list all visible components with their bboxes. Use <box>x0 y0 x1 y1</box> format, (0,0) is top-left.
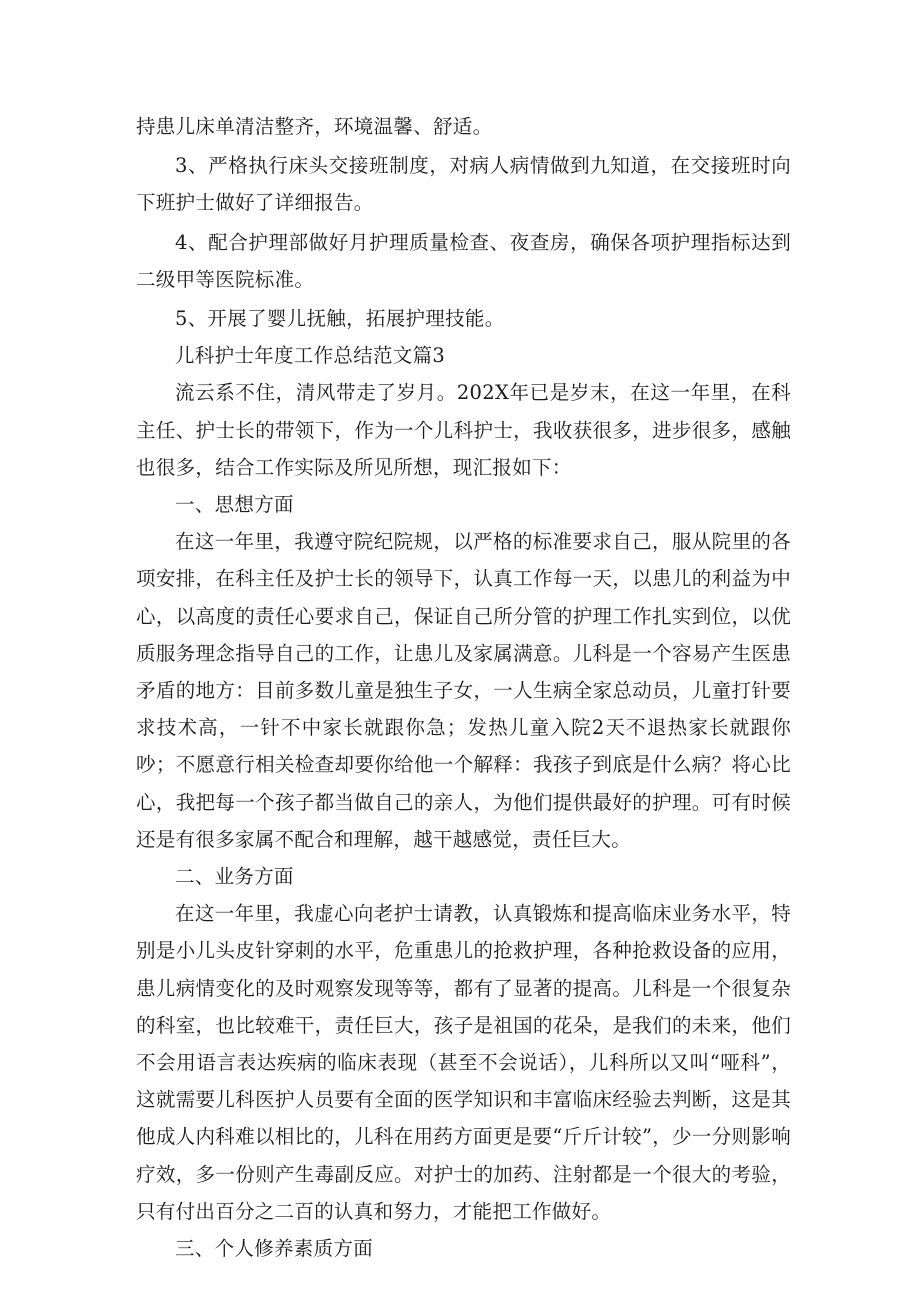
paragraph-continuation: 持患儿床单清洁整齐，环境温馨、舒适。 <box>136 115 493 138</box>
document-page <box>136 108 791 1267</box>
heading-business: 二、业务方面 <box>175 865 294 889</box>
paragraph-item-3: 3、严格执行床头交接班制度，对病人病情做到九知道，在交接班时向下班护士做好了详细报告。 <box>136 154 791 215</box>
paragraph-item-5: 5、开展了婴儿抚触，拓展护理技能。 <box>175 307 505 331</box>
paragraph-item-4: 4、配合护理部做好月护理质量检查、夜查房，确保各项护理指标达到二级甲等医院标准。 <box>136 230 791 291</box>
paragraph-intro: 流云系不住，清风带走了岁月。202X年已是岁末，在这一年里，在科主任、护士长的带领下，作为一个儿科护士，我收获很多，进步很多，感触也很多，结合工作实际及所见所想，现汇报如下： <box>136 381 791 479</box>
paragraph-business: 在这一年里，我虚心向老护士请教，认真锻炼和提高临床业务水平，特别是小儿头皮针穿刺的水平，危重患儿的抢救护理，各种抢救设备的应用，患儿病情变化的及时观察发现等等，都有了显著的提高。儿科是一个很复杂的科室，也比较难干，责任巨大，孩子是祖国的花朵，是我们的未来，他们不会用语言表达疾病的临床表现（甚至不会说话），儿科所以又叫“哑科”，这就需要儿科医护人员要有全面的医学知识和丰富临床经验去判断，这是其他成人内科难以相比的，儿科在用药方面更是要“斤斤计较”，少一分则影响疗效，多一份则产生毒副反应。对护士的加药、注射都是一个很大的考验，只有付出百分之二百的认真和努力，才能把工作做好。 <box>136 902 791 1223</box>
heading-thought: 一、思想方面 <box>175 493 294 517</box>
section-title: 儿科护士年度工作总结范文篇3 <box>175 344 446 368</box>
heading-personal: 三、个人修养素质方面 <box>175 1237 374 1261</box>
paragraph-thought: 在这一年里，我遵守院纪院规，以严格的标准要求自己，服从院里的各项安排，在科主任及护士长的领导下，认真工作每一天，以患儿的利益为中心，以高度的责任心要求自己，保证自己所分管的护理工作扎实到位，以优质服务理念指导自己的工作，让患儿及家属满意。儿科是一个容易产生医患矛盾的地方：目前多数儿童是独生子女，一人生病全家总动员，儿童打针要求技术高，一针不中家长就跟你急；发热儿童入院2天不退热家长就跟你吵；不愿意行相关检查却要你给他一个解释：我孩子到底是什么病？将心比心，我把每一个孩子都当做自己的亲人，为他们提供最好的护理。可有时候还是有很多家属不配合和理解，越干越感觉，责任巨大。 <box>136 530 791 851</box>
